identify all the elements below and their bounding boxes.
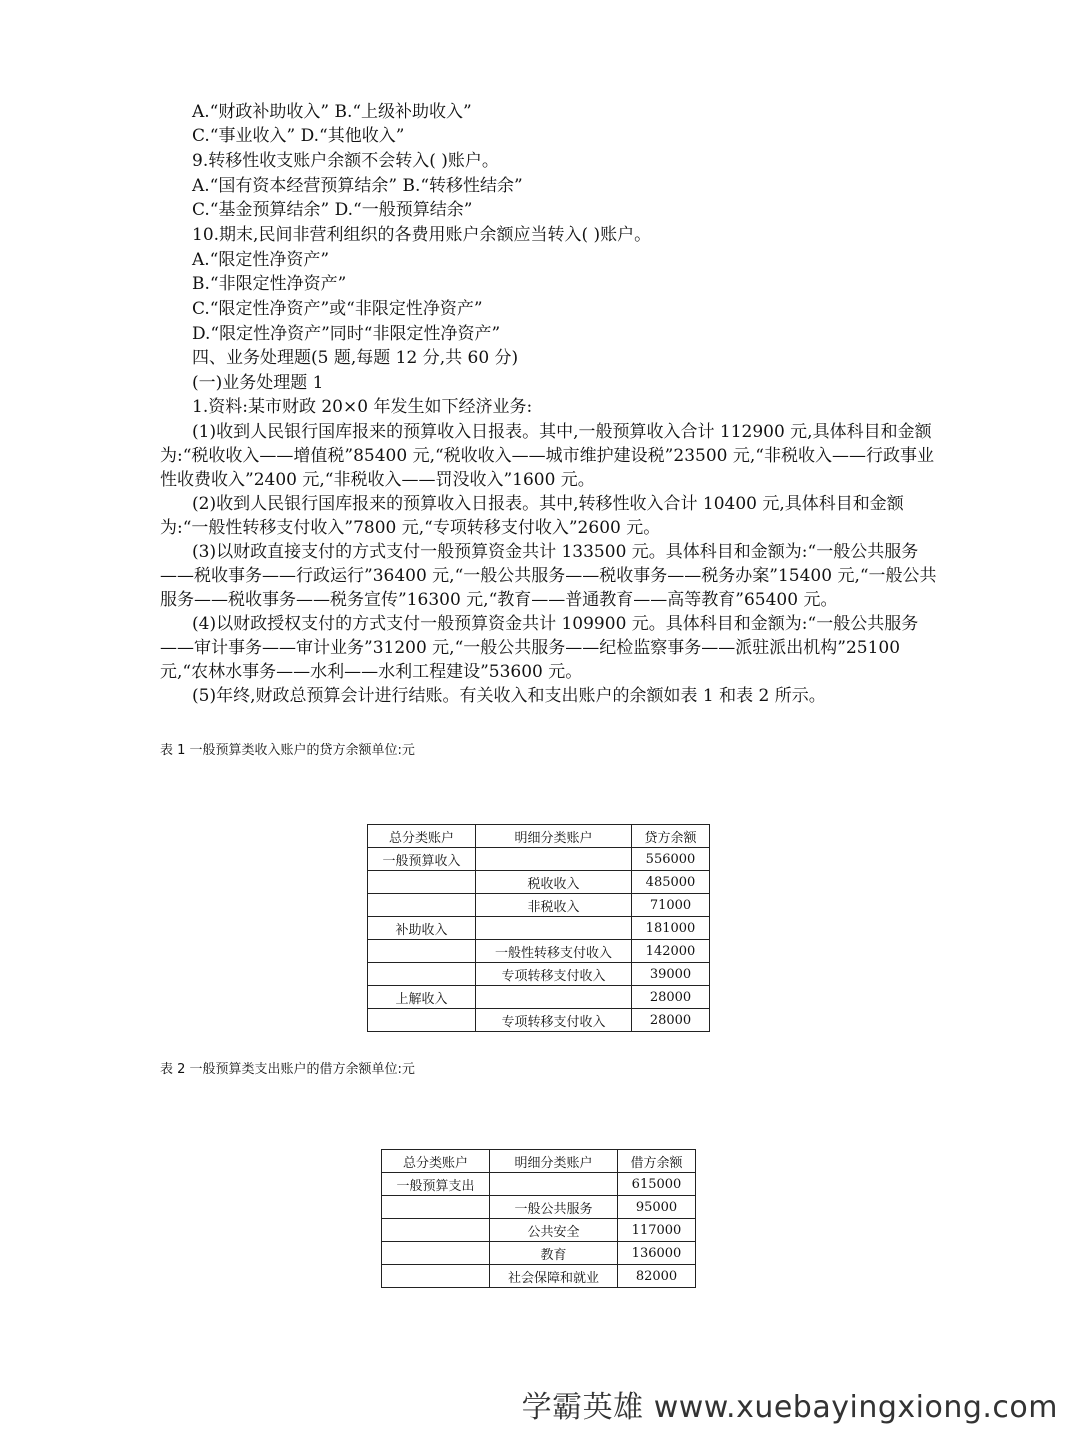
table-row [368, 1009, 710, 1032]
question-line: 9.转移性收支账户余额不会转入( )账户。 [192, 151, 499, 171]
table-cell [382, 1265, 490, 1288]
table-cell: 117000 [618, 1219, 696, 1242]
table-cell [368, 1009, 476, 1032]
table-cell [476, 848, 632, 871]
table2-caption: 表 2 一般预算类支出账户的借方余额单位:元 [160, 1062, 415, 1077]
table-cell: 181000 [632, 917, 710, 940]
table-cell [382, 1242, 490, 1265]
option-line: C.“基金预算结余” D.“一般预算结余” [192, 200, 473, 220]
table-row [368, 963, 710, 986]
table-row [382, 1265, 696, 1288]
site-watermark: 学霸英雄 www.xuebayingxiong.com [521, 1390, 1058, 1425]
table-header-cell: 贷方余额 [632, 825, 710, 848]
table-cell: 615000 [618, 1173, 696, 1196]
table-cell [368, 940, 476, 963]
table-cell [490, 1173, 618, 1196]
table-cell [368, 894, 476, 917]
table-cell: 485000 [632, 871, 710, 894]
table-cell: 上解收入 [368, 986, 476, 1009]
table-cell [476, 917, 632, 940]
table-header-cell: 明细分类账户 [476, 825, 632, 848]
option-line: C.“事业收入” D.“其他收入” [192, 126, 405, 146]
table-cell: 39000 [632, 963, 710, 986]
table-cell: 社会保障和就业 [490, 1265, 618, 1288]
table-header-cell: 借方余额 [618, 1150, 696, 1173]
option-line: D.“限定性净资产”同时“非限定性净资产” [192, 324, 501, 344]
option-line: C.“限定性净资产”或“非限定性净资产” [192, 299, 483, 319]
material-paragraphs [160, 420, 940, 708]
table-row [368, 986, 710, 1009]
table-header-cell: 总分类账户 [368, 825, 476, 848]
option-line: A.“国有资本经营预算结余” B.“转移性结余” [192, 176, 523, 196]
table-cell: 556000 [632, 848, 710, 871]
table-row [368, 871, 710, 894]
table-row [382, 1173, 696, 1196]
table-cell: 公共安全 [490, 1219, 618, 1242]
table-header-row [382, 1150, 696, 1173]
paragraph: (2)收到人民银行国库报来的预算收入日报表。其中,转移性收入合计 10400 元,具体科目和金额为:“一般性转移支付收入”7800 元,“专项转移支付收入”2600 元。 [160, 494, 904, 538]
table-row [382, 1242, 696, 1265]
table-cell: 一般预算收入 [368, 848, 476, 871]
table-cell: 142000 [632, 940, 710, 963]
table-row [368, 917, 710, 940]
table-cell [382, 1196, 490, 1219]
table-cell: 71000 [632, 894, 710, 917]
table-cell: 28000 [632, 986, 710, 1009]
table-header-cell: 明细分类账户 [490, 1150, 618, 1173]
table1-caption: 表 1 一般预算类收入账户的贷方余额单位:元 [160, 743, 415, 758]
table-row [368, 894, 710, 917]
table-cell: 一般公共服务 [490, 1196, 618, 1219]
table-cell: 95000 [618, 1196, 696, 1219]
table-header-row [368, 825, 710, 848]
table-cell [476, 986, 632, 1009]
material-intro: 1.资料:某市财政 20×0 年发生如下经济业务: [192, 397, 533, 417]
subsection-heading: (一)业务处理题 1 [192, 373, 324, 393]
table-cell: 一般性转移支付收入 [476, 940, 632, 963]
table1 [367, 824, 710, 1032]
paragraph: (3)以财政直接支付的方式支付一般预算资金共计 133500 元。具体科目和金额为:“一般公共服务——税收事务——行政运行”36400 元,“一般公共服务——税收事务——税务办案”15400 元,“一般公共服务——税收事务——税务宣传”16300 元,“教育——普通教育——高等教育”65400 元。 [160, 542, 937, 610]
table-row [382, 1219, 696, 1242]
table-cell: 补助收入 [368, 917, 476, 940]
table-cell: 专项转移支付收入 [476, 963, 632, 986]
section-heading: 四、业务处理题(5 题,每题 12 分,共 60 分) [192, 348, 519, 368]
option-line: B.“非限定性净资产” [192, 274, 347, 294]
table-cell [368, 871, 476, 894]
paragraph: (5)年终,财政总预算会计进行结账。有关收入和支出账户的余额如表 1 和表 2 所示。 [192, 686, 826, 706]
table-cell: 专项转移支付收入 [476, 1009, 632, 1032]
paragraph: (4)以财政授权支付的方式支付一般预算资金共计 109900 元。具体科目和金额为:“一般公共服务——审计事务——审计业务”31200 元,“一般公共服务——纪检监察事务——派驻派出机构”25100 元,“农林水事务——水利——水利工程建设”53600 元。 [160, 614, 919, 682]
option-line: A.“财政补助收入” B.“上级补助收入” [192, 102, 472, 122]
table-cell: 教育 [490, 1242, 618, 1265]
table-cell: 一般预算支出 [382, 1173, 490, 1196]
paragraph: (1)收到人民银行国库报来的预算收入日报表。其中,一般预算收入合计 112900 元,具体科目和金额为:“税收收入——增值税”85400 元,“税收收入——城市维护建设税”23500 元,“非税收入——行政事业性收费收入”2400 元,“非税收入——罚没收入”1600 元。 [160, 422, 934, 490]
table-cell: 税收收入 [476, 871, 632, 894]
table2 [381, 1149, 696, 1288]
option-line: A.“限定性净资产” [192, 250, 330, 270]
table-row [368, 848, 710, 871]
table-cell: 非税收入 [476, 894, 632, 917]
table-row [382, 1196, 696, 1219]
table-cell: 28000 [632, 1009, 710, 1032]
table-cell: 136000 [618, 1242, 696, 1265]
table-row [368, 940, 710, 963]
table-cell [382, 1219, 490, 1242]
table-header-cell: 总分类账户 [382, 1150, 490, 1173]
question-line: 10.期末,民间非营利组织的各费用账户余额应当转入( )账户。 [192, 225, 652, 245]
table-cell [368, 963, 476, 986]
table-cell: 82000 [618, 1265, 696, 1288]
